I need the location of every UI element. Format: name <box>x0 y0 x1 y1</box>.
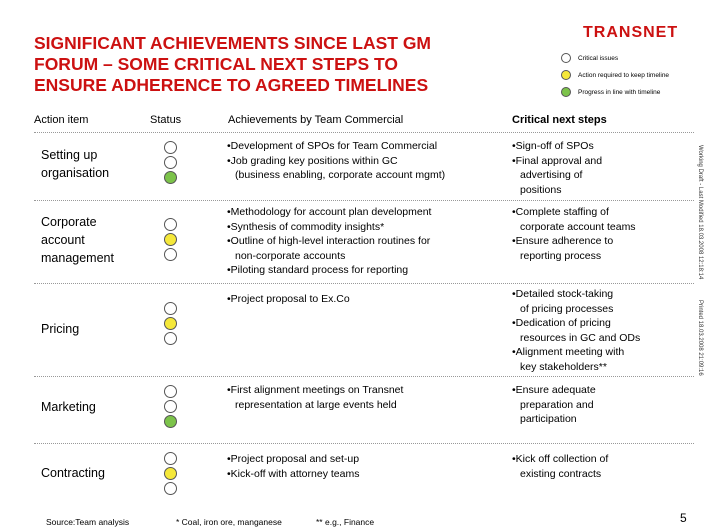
footnote-2: ** e.g., Finance <box>316 517 375 527</box>
legend-action-label: Action required to keep timeline <box>578 72 670 79</box>
status-light-red <box>164 218 177 231</box>
legend-critical-dot <box>561 53 571 63</box>
row-label-contracting: Contracting <box>41 466 105 480</box>
status-light-green <box>164 332 177 345</box>
draft-stamp: Working Draft - Last Modified 18.03.2008 12:18:14 <box>697 145 703 280</box>
row-divider <box>34 200 694 201</box>
row-divider <box>34 283 694 284</box>
status-light-green <box>164 415 177 428</box>
row-next-steps: •Sign-off of SPOs •Final approval and advertising of positions <box>512 140 603 196</box>
row-achievements: •Development of SPOs for Team Commercial •Job grading key positions within GC (business enabling, corporate account mgmt) <box>227 140 446 181</box>
legend-critical-label: Critical issues <box>578 55 619 62</box>
row-next-steps: •Detailed stock-taking of pricing processes •Dedication of pricing resources in GC and ODs •Alignment meeting with key stakeholders** <box>512 288 641 373</box>
row-divider <box>34 132 694 133</box>
source-note: Source:Team analysis <box>46 517 130 527</box>
row-achievements: •First alignment meetings on Transnet representation at large events held <box>227 384 404 411</box>
title-line-3: ENSURE ADHERENCE TO AGREED TIMELINES <box>34 75 429 95</box>
status-light-red <box>164 302 177 315</box>
page-number: 5 <box>680 511 687 525</box>
transnet-logo: TRANSNET <box>583 24 679 41</box>
status-light-yellow <box>164 317 177 330</box>
status-light-red <box>164 452 177 465</box>
print-stamp: Printed 18.03.2008 21:09:16 <box>697 300 703 376</box>
row-achievements: •Project proposal and set-up •Kick-off with attorney teams <box>227 453 360 480</box>
status-light-yellow <box>164 233 177 246</box>
row-next-steps: •Complete staffing of corporate account teams •Ensure adherence to reporting process <box>512 206 636 262</box>
status-light-yellow <box>164 400 177 413</box>
row-next-steps: •Ensure adequate preparation and participation <box>512 384 596 425</box>
row-label-setting-up: Setting up organisation <box>41 148 110 180</box>
footnote-1: * Coal, iron ore, manganese <box>176 517 282 527</box>
header-achievements: Achievements by Team Commercial <box>228 114 404 126</box>
title-line-1: SIGNIFICANT ACHIEVEMENTS SINCE LAST GM <box>34 33 432 53</box>
header-status: Status <box>150 114 182 126</box>
row-next-steps: •Kick off collection of existing contracts <box>512 453 609 480</box>
status-light-red <box>164 141 177 154</box>
page-title <box>34 33 514 96</box>
status-light-yellow <box>164 467 177 480</box>
legend-action-dot <box>561 70 571 80</box>
legend-progress-dot <box>561 87 571 97</box>
status-light-green <box>164 482 177 495</box>
header-next-steps: Critical next steps <box>512 114 607 126</box>
row-label-corporate: Corporate account management <box>41 215 114 265</box>
row-label-marketing: Marketing <box>41 400 96 414</box>
header-action-item: Action item <box>34 114 89 126</box>
title-line-2: FORUM – SOME CRITICAL NEXT STEPS TO <box>34 54 398 74</box>
status-light-green <box>164 248 177 261</box>
status-light-red <box>164 385 177 398</box>
row-label-pricing: Pricing <box>41 322 80 336</box>
row-achievements: •Project proposal to Ex.Co <box>227 293 350 305</box>
legend-progress-label: Progress in line with timeline <box>578 89 661 96</box>
status-light-yellow <box>164 156 177 169</box>
status-light-green <box>164 171 177 184</box>
row-divider <box>34 376 694 377</box>
row-divider <box>34 443 694 444</box>
row-achievements: •Methodology for account plan development •Synthesis of commodity insights* •Outline of high-level interaction routines for non-corporate accounts •Piloting standard process for reporting <box>227 206 432 276</box>
